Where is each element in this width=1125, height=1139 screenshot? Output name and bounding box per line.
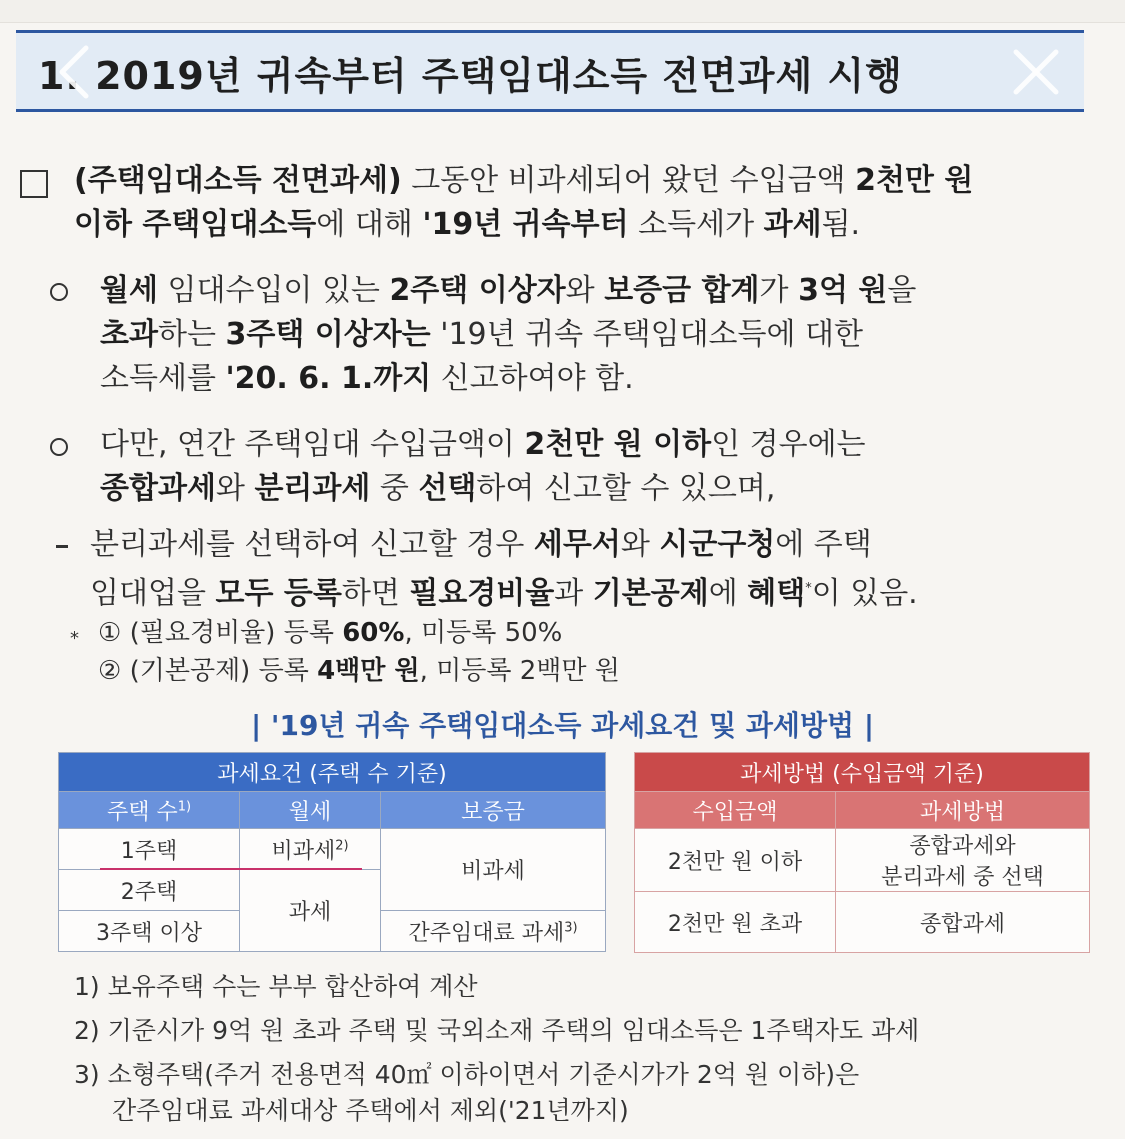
col-revenue: 수입금액 (635, 792, 836, 829)
table-row (59, 829, 606, 870)
bullet2-line2: 종합과세와 분리과세 중 선택하여 신고할 수 있으며, (100, 471, 776, 506)
table-row (635, 892, 1090, 953)
col-house-count: 주택 수$^{1)}$ (59, 792, 240, 829)
chevron-left-icon (52, 42, 96, 102)
note-line2: ② (기본공제) 등록 4백만 원, 미등록 2백만 원 (98, 656, 620, 686)
cell-over-20m: 2천만 원 초과 (635, 892, 836, 953)
section-heading-line2: 이하 주택임대소득에 대해 '19년 귀속부터 소득세가 과세됨. (74, 207, 861, 242)
section-heading-line1: (주택임대소득 전면과세) 그동안 비과세되어 왔던 수입금액 2천만 원 (74, 163, 974, 198)
cell-exempt: 비과세$^{2)}$ (240, 829, 381, 870)
footnote-3b: 간주임대료 과세대상 주택에서 제외('21년까지) (112, 1096, 629, 1125)
note-star: * (70, 628, 79, 649)
dash-bullet-icon (56, 545, 68, 548)
table-title: | '19년 귀속 주택임대소득 과세요건 및 과세방법 | (250, 709, 875, 742)
page-top-strip (0, 0, 1125, 23)
col-monthly-rent: 월세 (240, 792, 381, 829)
cell-deposit-exempt: 비과세 (381, 829, 606, 911)
handwritten-underline (100, 868, 362, 870)
bullet1-line1: 월세 임대수입이 있는 2주택 이상자와 보증금 합계가 3억 원을 (100, 273, 917, 308)
dash-line2: 임대업을 모두 등록하면 필요경비율과 기본공제에 혜택*이 있음. (90, 576, 918, 611)
cell-choice: 종합과세와 분리과세 중 선택 (836, 829, 1090, 892)
cell-three-house: 3주택 이상 (59, 911, 240, 952)
footnote-1: 1) 보유주택 수는 부부 합산하여 계산 (74, 972, 478, 1001)
cell-two-house: 2주택 (59, 870, 240, 911)
page-title: 1. 2019년 귀속부터 주택임대소득 전면과세 시행 (38, 54, 903, 98)
bullet1-line3: 소득세를 '20. 6. 1.까지 신고하여야 함. (100, 361, 634, 396)
taxation-method-table (634, 752, 1090, 953)
section-title-bar (16, 30, 1084, 112)
bullet1-line2: 초과하는 3주택 이상자는 '19년 귀속 주택임대소득에 대한 (100, 317, 863, 352)
note-line1: ① (필요경비율) 등록 60%, 미등록 50% (98, 618, 563, 648)
right-table-header: 과세방법 (수입금액 기준) (635, 753, 1090, 792)
circle-bullet-icon (50, 283, 68, 301)
cell-monthly-taxed: 과세 (240, 870, 381, 952)
dash-line1: 분리과세를 선택하여 신고할 경우 세무서와 시군구청에 주택 (90, 527, 872, 562)
close-icon (1008, 44, 1064, 100)
circle-bullet-icon (50, 438, 68, 456)
table-row (635, 829, 1090, 892)
cell-comprehensive: 종합과세 (836, 892, 1090, 953)
col-deposit: 보증금 (381, 792, 606, 829)
close-button[interactable] (1006, 42, 1066, 102)
footnote-2: 2) 기준시가 9억 원 초과 주택 및 국외소재 주택의 임대소득은 1주택자도 과세 (74, 1016, 920, 1045)
taxation-requirements-table (58, 752, 606, 952)
cell-under-20m: 2천만 원 이하 (635, 829, 836, 892)
col-method: 과세방법 (836, 792, 1090, 829)
bullet2-line1: 다만, 연간 주택임대 수입금액이 2천만 원 이하인 경우에는 (100, 427, 866, 462)
cell-one-house: 1주택 (59, 829, 240, 870)
left-table-header: 과세요건 (주택 수 기준) (59, 753, 606, 792)
cell-deemed-rent-tax: 간주임대료 과세$^{3)}$ (381, 911, 606, 952)
footnote-3a: 3) 소형주택(주거 전용면적 40㎡ 이하이면서 기준시가가 2억 원 이하)은 (74, 1060, 860, 1089)
back-button[interactable] (44, 42, 104, 102)
square-bullet-icon (20, 170, 48, 198)
